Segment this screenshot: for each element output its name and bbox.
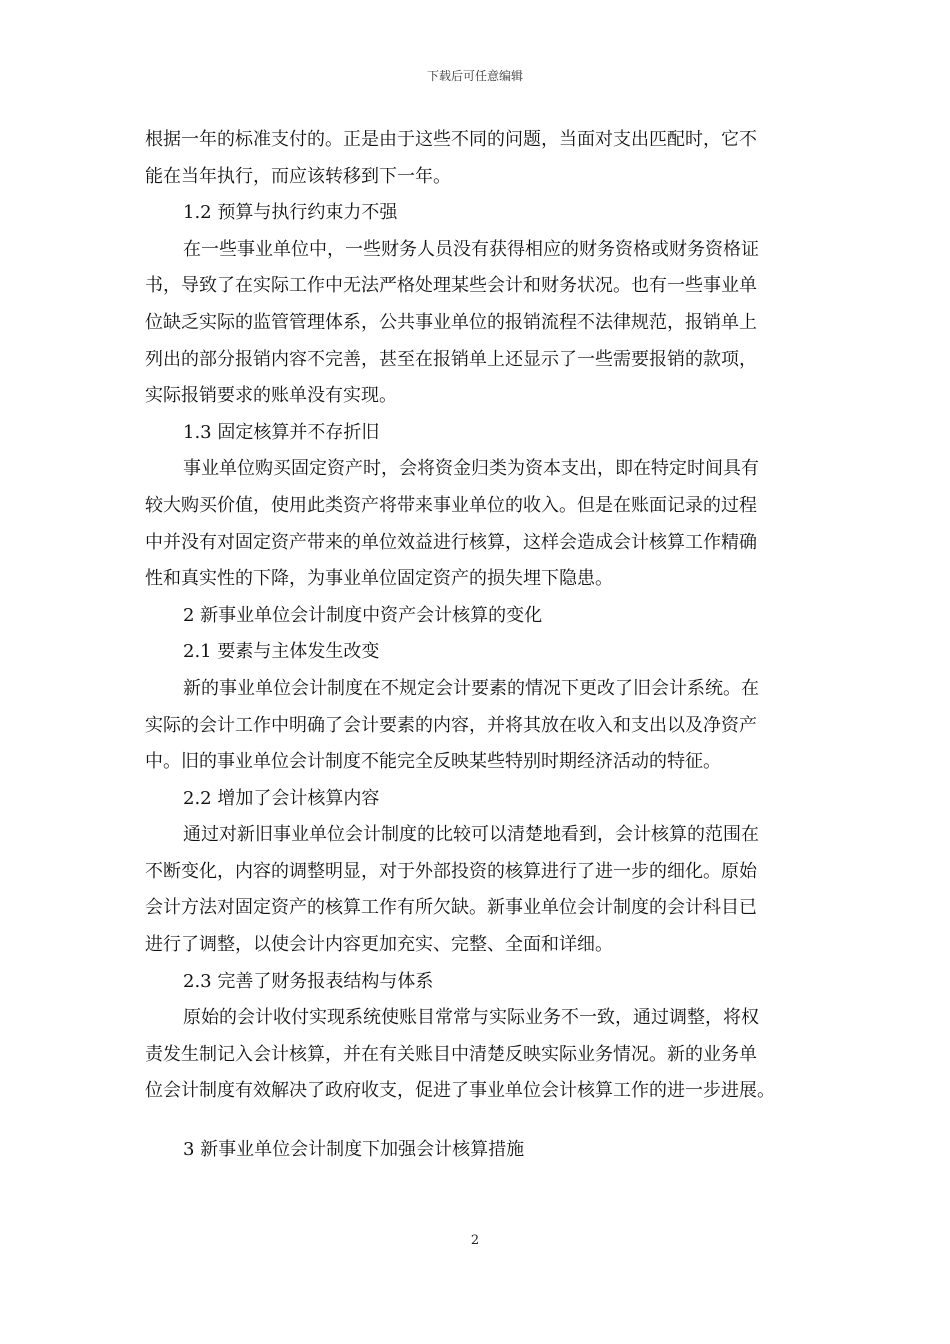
text-line: 实际的会计工作中明确了会计要素的内容，并将其放在收入和支出以及净资产 [145, 714, 757, 736]
text-line: 较大购买价值，使用此类资产将带来事业单位的收入。但是在账面记录的过程 [145, 494, 757, 516]
text-line: 通过对新旧事业单位会计制度的比较可以清楚地看到，会计核算的范围在 [183, 824, 759, 846]
page-number: 2 [470, 1233, 480, 1248]
text-line: 进行了调整，以使会计内容更加充实、完整、全面和详细。 [145, 934, 613, 956]
text-line: 中。旧的事业单位会计制度不能完全反映某些特别时期经济活动的特征。 [145, 751, 721, 773]
section-heading: 2.3 完善了财务报表结构与体系 [183, 970, 434, 992]
section-heading: 1.2 预算与执行约束力不强 [183, 202, 398, 224]
paragraph-gap [145, 1110, 810, 1132]
text-line: 中并没有对固定资产带来的单位效益进行核算，这样会造成会计核算工作精确 [145, 531, 757, 553]
text-line: 列出的部分报销内容不完善，甚至在报销单上还显示了一些需要报销的款项， [145, 348, 757, 370]
page-header: 下载后可任意编辑 [426, 69, 523, 83]
text-line: 不断变化，内容的调整明显，对于外部投资的核算进行了进一步的细化。原始 [145, 860, 757, 882]
text-line: 位会计制度有效解决了政府收支，促进了事业单位会计核算工作的进一步进展。 [145, 1080, 775, 1102]
text-line: 在一些事业单位中，一些财务人员没有获得相应的财务资格或财务资格证 [183, 238, 759, 260]
text-line: 新的事业单位会计制度在不规定会计要素的情况下更改了旧会计系统。在 [183, 677, 759, 699]
section-heading: 2 新事业单位会计制度中资产会计核算的变化 [183, 604, 543, 626]
section-heading: 2.2 增加了会计核算内容 [183, 787, 380, 809]
text-line: 实际报销要求的账单没有实现。 [145, 385, 397, 407]
text-line: 事业单位购买固定资产时，会将资金归类为资本支出，即在特定时间具有 [183, 458, 759, 480]
text-line: 根据一年的标准支付的。正是由于这些不同的问题，当面对支出匹配时，它不 [145, 129, 757, 150]
section-heading: 2.1 要素与主体发生改变 [183, 641, 380, 663]
section-heading: 3 新事业单位会计制度下加强会计核算措施 [183, 1139, 525, 1161]
text-line: 位缺乏实际的监管管理体系，公共事业单位的报销流程不法律规范，报销单上 [145, 311, 757, 333]
text-line: 书，导致了在实际工作中无法严格处理某些会计和财务状况。也有一些事业单 [145, 275, 757, 297]
text-line: 能在当年执行，而应该转移到下一年。 [145, 165, 451, 187]
section-heading: 1.3 固定核算并不存折旧 [183, 421, 380, 443]
text-line: 责发生制记入会计核算，并在有关账目中清楚反映实际业务情况。新的业务单 [145, 1043, 757, 1065]
text-line: 原始的会计收付实现系统使账目常常与实际业务不一致，通过调整，将权 [183, 1007, 759, 1029]
text-line: 性和真实性的下降，为事业单位固定资产的损失埋下隐患。 [145, 568, 613, 590]
text-line: 会计方法对固定资产的核算工作有所欠缺。新事业单位会计制度的会计科目已 [145, 897, 757, 919]
document-body [145, 122, 810, 1169]
